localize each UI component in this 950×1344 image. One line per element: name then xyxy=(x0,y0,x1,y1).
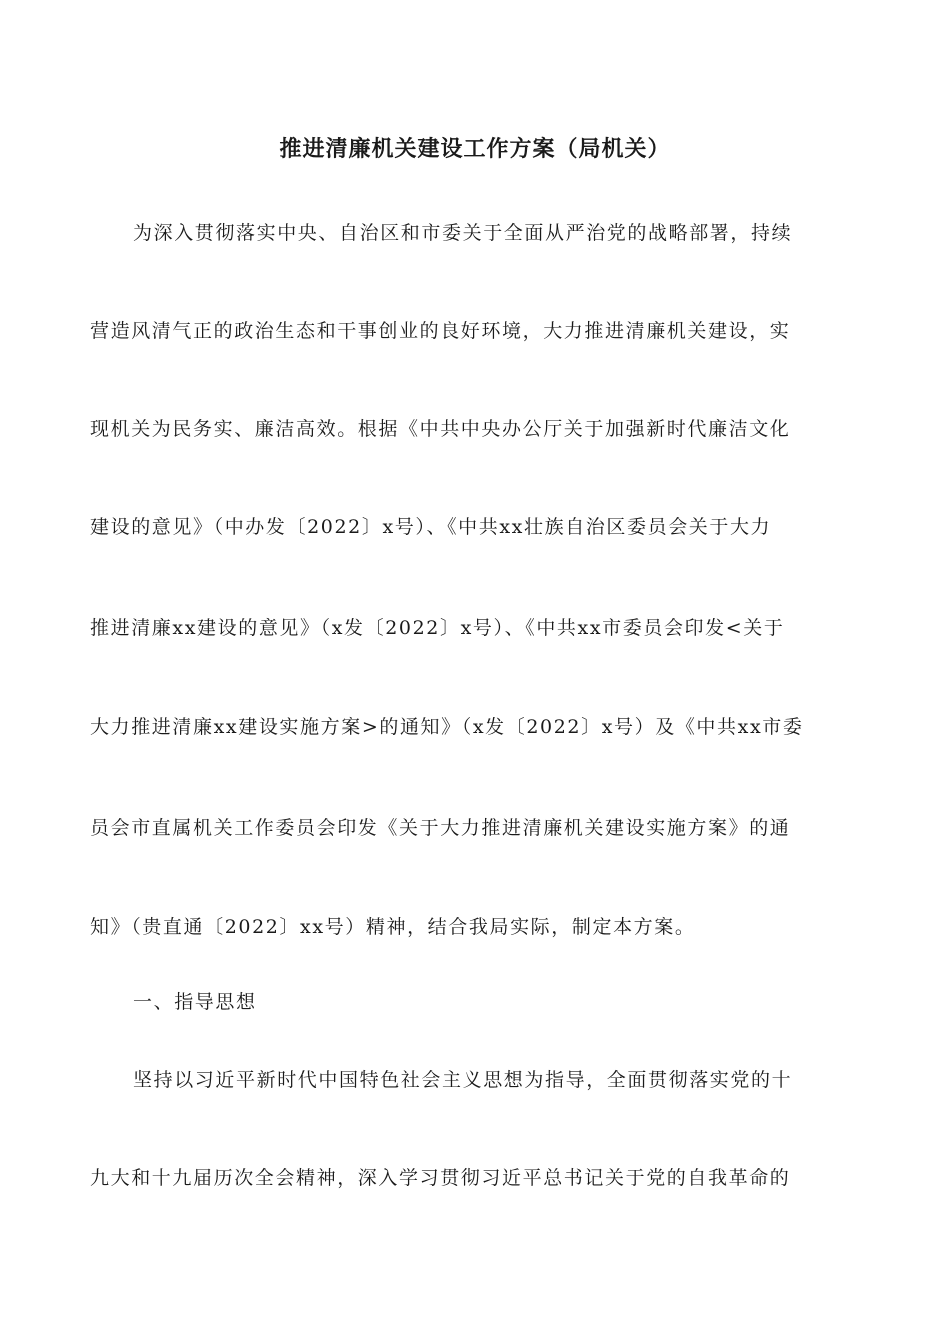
paragraph-line: 营造风清气正的政治生态和干事创业的良好环境，大力推进清廉机关建设，实 xyxy=(90,320,791,342)
paragraph-line: 坚持以习近平新时代中国特色社会主义思想为指导，全面贯彻落实党的十 xyxy=(133,1069,793,1091)
paragraph-line: 大力推进清廉xx建设实施方案>的通知》（x发〔2022〕x号）及《中共xx市委 xyxy=(90,716,804,738)
paragraph-line: 推进清廉xx建设的意见》（x发〔2022〕x号）、《中共xx市委员会印发<关于 xyxy=(90,617,785,639)
paragraph-line: 知》（贵直通〔2022〕xx号）精神，结合我局实际，制定本方案。 xyxy=(90,916,696,938)
paragraph-line: 现机关为民务实、廉洁高效。根据《中共中央办公厅关于加强新时代廉洁文化 xyxy=(90,418,791,440)
paragraph-line: 员会市直属机关工作委员会印发《关于大力推进清廉机关建设实施方案》的通 xyxy=(90,817,791,839)
document-title: 推进清廉机关建设工作方案（局机关） xyxy=(279,136,671,162)
section-heading: 一、指导思想 xyxy=(133,991,257,1013)
paragraph-line: 九大和十九届历次全会精神，深入学习贯彻习近平总书记关于党的自我革命的 xyxy=(90,1167,791,1189)
paragraph-line: 建设的意见》（中办发〔2022〕x号）、《中共xx壮族自治区委员会关于大力 xyxy=(90,516,772,538)
paragraph-line: 为深入贯彻落实中央、自治区和市委关于全面从严治党的战略部署，持续 xyxy=(133,222,793,244)
